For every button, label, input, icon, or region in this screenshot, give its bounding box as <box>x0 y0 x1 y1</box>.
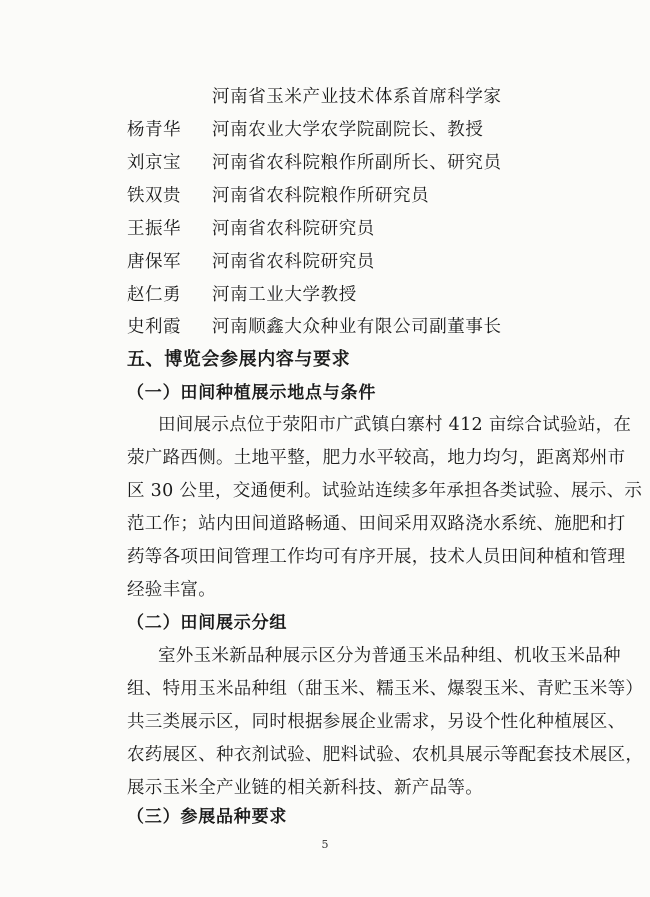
committee-name-3: 刘京宝 <box>127 153 181 173</box>
paragraph-2-line-3: 共三类展示区，同时根据参展企业需求，另设个性化种植展区、 <box>127 712 626 732</box>
committee-role-5: 河南省农科院研究员 <box>212 219 375 239</box>
paragraph-2-line-5: 展示玉米全产业链的相关新科技、新产品等。 <box>127 778 483 798</box>
section-5-heading: 五、博览会参展内容与要求 <box>127 349 351 370</box>
committee-name-4: 铁双贵 <box>127 186 181 206</box>
subsection-2-heading: （二）田间展示分组 <box>127 613 288 633</box>
subsection-3-heading: （三）参展品种要求 <box>127 807 288 827</box>
paragraph-1-line-6: 经验丰富。 <box>127 580 216 600</box>
paragraph-2-line-1: 室外玉米新品种展示区分为普通玉米品种组、机收玉米品种 <box>158 646 621 666</box>
paragraph-1-line-5: 药等各项田间管理工作均可有序开展，技术人员田间种植和管理 <box>127 547 626 567</box>
subsection-1-heading: （一）田间种植展示地点与条件 <box>127 383 377 403</box>
committee-name-5: 王振华 <box>127 219 181 239</box>
paragraph-2-line-2: 组、特用玉米品种组（甜玉米、糯玉米、爆裂玉米、青贮玉米等） <box>127 679 644 699</box>
paragraph-1-line-4: 范工作；站内田间道路畅通、田间采用双路浇水系统、施肥和打 <box>127 514 626 534</box>
committee-role-1: 河南省玉米产业技术体系首席科学家 <box>212 87 502 107</box>
committee-role-3: 河南省农科院粮作所副所长、研究员 <box>212 153 502 173</box>
committee-role-4: 河南省农科院粮作所研究员 <box>212 186 430 206</box>
committee-role-6: 河南省农科院研究员 <box>212 252 375 272</box>
paragraph-1-line-2: 荥广路西侧。土地平整，肥力水平较高，地力均匀，距离郑州市 <box>127 448 626 468</box>
committee-role-8: 河南顺鑫大众种业有限公司副董事长 <box>212 317 502 337</box>
committee-name-8: 史利霞 <box>127 317 181 337</box>
committee-name-2: 杨青华 <box>127 120 181 140</box>
committee-name-6: 唐保军 <box>127 252 181 272</box>
paragraph-2-line-4: 农药展区、种衣剂试验、肥料试验、农机具展示等配套技术展区， <box>127 745 644 765</box>
committee-name-7: 赵仁勇 <box>127 285 181 305</box>
committee-role-7: 河南工业大学教授 <box>212 285 357 305</box>
committee-role-2: 河南农业大学农学院副院长、教授 <box>212 120 484 140</box>
page-number: 5 <box>321 838 329 851</box>
paragraph-1-line-3: 区 30 公里，交通便利。试验站连续多年承担各类试验、展示、示 <box>127 481 643 501</box>
paragraph-1-line-1: 田间展示点位于荥阳市广武镇白寨村 412 亩综合试验站，在 <box>158 415 632 435</box>
